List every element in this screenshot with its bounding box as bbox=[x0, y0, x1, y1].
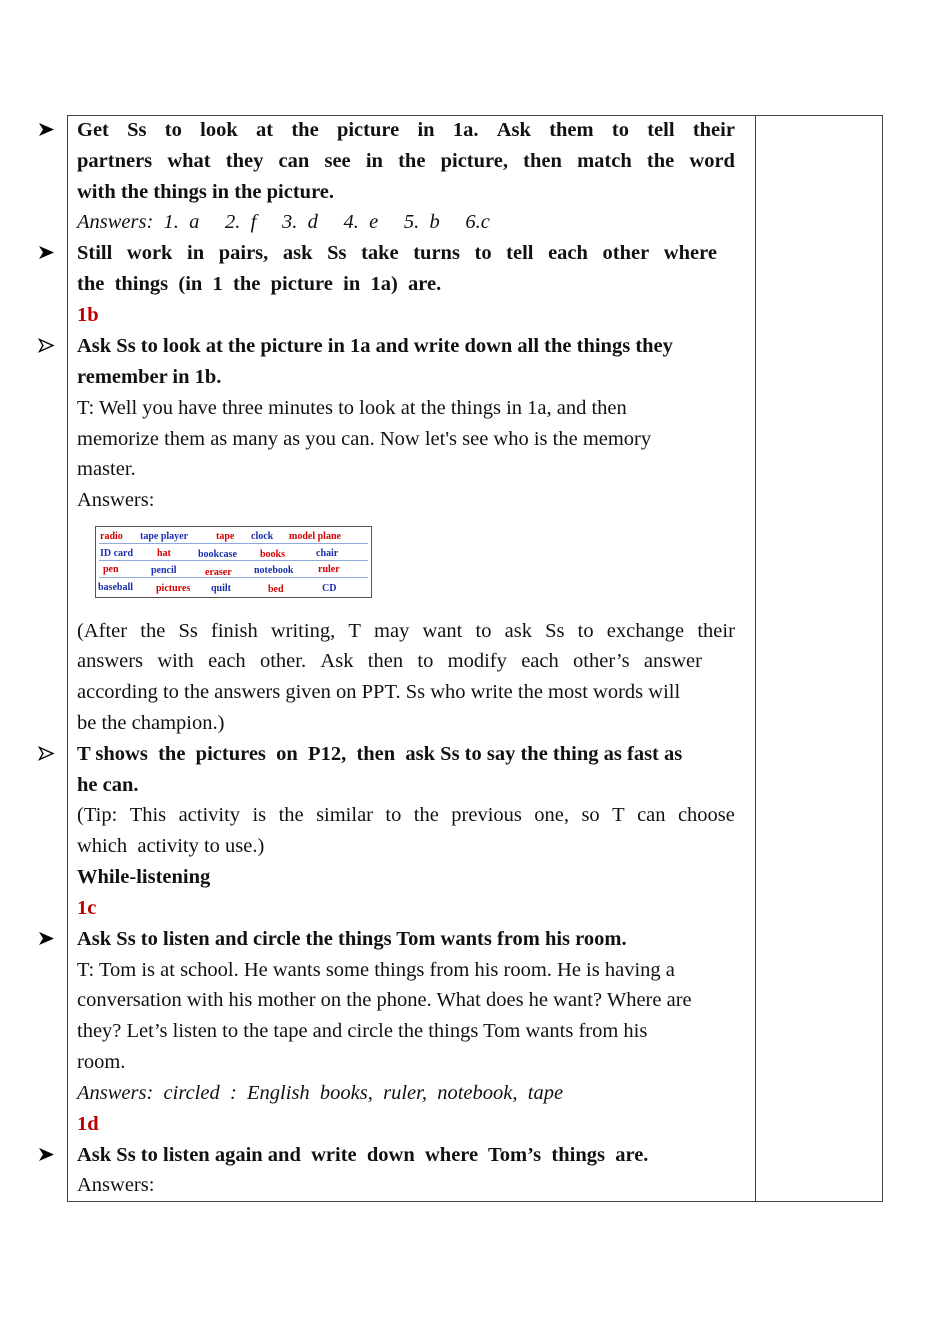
word: picture bbox=[336, 119, 400, 141]
word: Ss bbox=[178, 620, 198, 642]
word: CD bbox=[322, 583, 337, 594]
word: pairs, bbox=[218, 242, 269, 264]
word: can bbox=[278, 150, 310, 172]
word: model plane bbox=[289, 531, 341, 542]
arrow-bullet-icon bbox=[38, 114, 55, 145]
word: Ss bbox=[127, 119, 147, 141]
line-11: memorize them as many as you can. Now let's see who is the memory bbox=[77, 428, 652, 450]
word: clock bbox=[251, 531, 274, 542]
word: ask bbox=[504, 620, 532, 642]
word: bookcase bbox=[198, 549, 237, 560]
word: see bbox=[324, 150, 351, 172]
word: radio bbox=[100, 531, 123, 542]
word: match bbox=[577, 150, 632, 172]
word: in bbox=[417, 119, 435, 141]
word: tell bbox=[506, 242, 534, 264]
word: to bbox=[164, 119, 182, 141]
word: to bbox=[474, 242, 492, 264]
word: choose bbox=[677, 804, 735, 826]
word: other’s bbox=[573, 650, 630, 672]
word: their bbox=[697, 620, 735, 642]
word: they bbox=[225, 150, 264, 172]
word: the bbox=[140, 620, 166, 642]
line-31: Ask Ss to listen again and write down where Tom’s things are. bbox=[77, 1144, 649, 1166]
word: bed bbox=[268, 584, 284, 595]
word: This bbox=[129, 804, 167, 826]
word: chair bbox=[316, 548, 339, 559]
heading-1d: 1d bbox=[77, 1113, 99, 1135]
line-14 bbox=[77, 616, 735, 647]
line-21: which activity to use.) bbox=[77, 835, 265, 857]
line-25: T: Tom is at school. He wants some things from his room. He is having a bbox=[77, 959, 675, 981]
word: previous bbox=[451, 804, 522, 826]
word: T bbox=[348, 620, 361, 642]
word: is bbox=[252, 804, 267, 826]
column-divider bbox=[755, 116, 756, 1201]
word: to bbox=[475, 620, 492, 642]
word: quilt bbox=[211, 583, 232, 594]
word: tell bbox=[647, 119, 675, 141]
heading-1c: 1c bbox=[77, 897, 97, 919]
line-1 bbox=[77, 115, 735, 146]
line-19: he can. bbox=[77, 774, 139, 796]
word: at bbox=[256, 119, 274, 141]
line-13: Answers: bbox=[77, 489, 155, 511]
word: to bbox=[385, 804, 402, 826]
word: Ask bbox=[496, 119, 531, 141]
word: answers bbox=[77, 650, 144, 672]
word: the bbox=[413, 804, 439, 826]
word: exchange bbox=[606, 620, 685, 642]
word: work bbox=[126, 242, 173, 264]
word: writing, bbox=[270, 620, 336, 642]
word: T bbox=[612, 804, 625, 826]
word: then bbox=[523, 150, 562, 172]
arrow-bullet-icon bbox=[38, 1139, 55, 1170]
word: in bbox=[187, 242, 205, 264]
word: in bbox=[365, 150, 383, 172]
line-3: with the things in the picture. bbox=[77, 181, 335, 203]
heading-1b: 1b bbox=[77, 304, 99, 326]
line-20 bbox=[77, 800, 735, 831]
line-12: master. bbox=[77, 458, 136, 480]
word: tape bbox=[216, 531, 235, 542]
word: hat bbox=[157, 548, 171, 559]
word: so bbox=[581, 804, 600, 826]
word: notebook bbox=[254, 565, 294, 576]
word: finish bbox=[211, 620, 258, 642]
word: (Tip: bbox=[77, 804, 118, 826]
word: what bbox=[167, 150, 211, 172]
word: ID card bbox=[100, 548, 134, 559]
line-6: the things (in 1 the picture in 1a) are. bbox=[77, 273, 442, 295]
word: similar bbox=[316, 804, 373, 826]
word: eraser bbox=[205, 567, 232, 578]
word: pencil bbox=[151, 565, 177, 576]
word: Still bbox=[77, 242, 113, 264]
word: can bbox=[637, 804, 666, 826]
answers-1c: Answers: circled : English books, ruler, notebook, tape bbox=[77, 1082, 564, 1104]
word: activity bbox=[178, 804, 241, 826]
word: Ss bbox=[545, 620, 565, 642]
word: 1a. bbox=[452, 119, 479, 141]
line-18: T shows the pictures on P12, then ask Ss to say the thing as fast as bbox=[77, 743, 683, 765]
divider bbox=[99, 543, 368, 544]
lesson-table bbox=[67, 115, 883, 1202]
divider bbox=[99, 577, 368, 578]
word: Get bbox=[77, 119, 109, 141]
word: Ask bbox=[320, 650, 354, 672]
word: each bbox=[548, 242, 588, 264]
word: pictures bbox=[156, 583, 191, 594]
line-17: be the champion.) bbox=[77, 712, 225, 734]
subheading-while-listening: While-listening bbox=[77, 866, 211, 888]
line-9: remember in 1b. bbox=[77, 366, 222, 388]
arrow-bullet-icon bbox=[38, 923, 55, 954]
word: modify bbox=[447, 650, 507, 672]
line-27: they? Let’s listen to the tape and circle the things Tom wants from his bbox=[77, 1020, 648, 1042]
word: each bbox=[521, 650, 559, 672]
word: ask bbox=[282, 242, 313, 264]
word: other bbox=[602, 242, 650, 264]
line-8: Ask Ss to look at the picture in 1a and write down all the things they bbox=[77, 335, 673, 357]
word: the bbox=[646, 150, 675, 172]
line-15 bbox=[77, 646, 702, 677]
word: then bbox=[367, 650, 404, 672]
word-list-image bbox=[95, 526, 372, 598]
word: partners bbox=[77, 150, 153, 172]
word: one, bbox=[534, 804, 570, 826]
word: ruler bbox=[318, 564, 340, 575]
line-2 bbox=[77, 146, 735, 177]
word: with bbox=[157, 650, 194, 672]
word: (After bbox=[77, 620, 128, 642]
word: the bbox=[291, 119, 319, 141]
line-16: according to the answers given on PPT. Ss who write the most words will bbox=[77, 681, 681, 703]
word: the bbox=[278, 804, 304, 826]
line-28: room. bbox=[77, 1051, 126, 1073]
word: other. bbox=[259, 650, 307, 672]
word: Ss bbox=[327, 242, 347, 264]
line-26: conversation with his mother on the phone. What does he want? Where are bbox=[77, 989, 692, 1011]
word: to bbox=[577, 620, 594, 642]
answers-1a: Answers: 1. a 2. f 3. d 4. e 5. b 6.c bbox=[77, 211, 490, 233]
word: turns bbox=[413, 242, 460, 264]
line-24: Ask Ss to listen and circle the things Tom wants from his room. bbox=[77, 928, 627, 950]
arrow-bullet-icon bbox=[38, 330, 55, 361]
arrow-bullet-icon bbox=[38, 237, 55, 268]
word: look bbox=[200, 119, 238, 141]
word: pen bbox=[103, 564, 119, 575]
line-5 bbox=[77, 238, 717, 269]
word: to bbox=[417, 650, 434, 672]
word: want bbox=[422, 620, 463, 642]
word: where bbox=[663, 242, 717, 264]
word: to bbox=[611, 119, 629, 141]
word: the bbox=[398, 150, 426, 172]
line-10: T: Well you have three minutes to look at the things in 1a, and then bbox=[77, 397, 627, 419]
word: take bbox=[361, 242, 399, 264]
word: tape player bbox=[140, 531, 189, 542]
word: their bbox=[692, 119, 735, 141]
word: books bbox=[260, 549, 286, 560]
line-32: Answers: bbox=[77, 1174, 155, 1196]
word: each bbox=[208, 650, 246, 672]
arrow-bullet-icon bbox=[38, 738, 55, 769]
word: baseball bbox=[98, 582, 134, 593]
word: picture, bbox=[440, 150, 508, 172]
word: them bbox=[549, 119, 594, 141]
word: answer bbox=[643, 650, 702, 672]
word: word bbox=[689, 150, 735, 172]
word: may bbox=[374, 620, 410, 642]
